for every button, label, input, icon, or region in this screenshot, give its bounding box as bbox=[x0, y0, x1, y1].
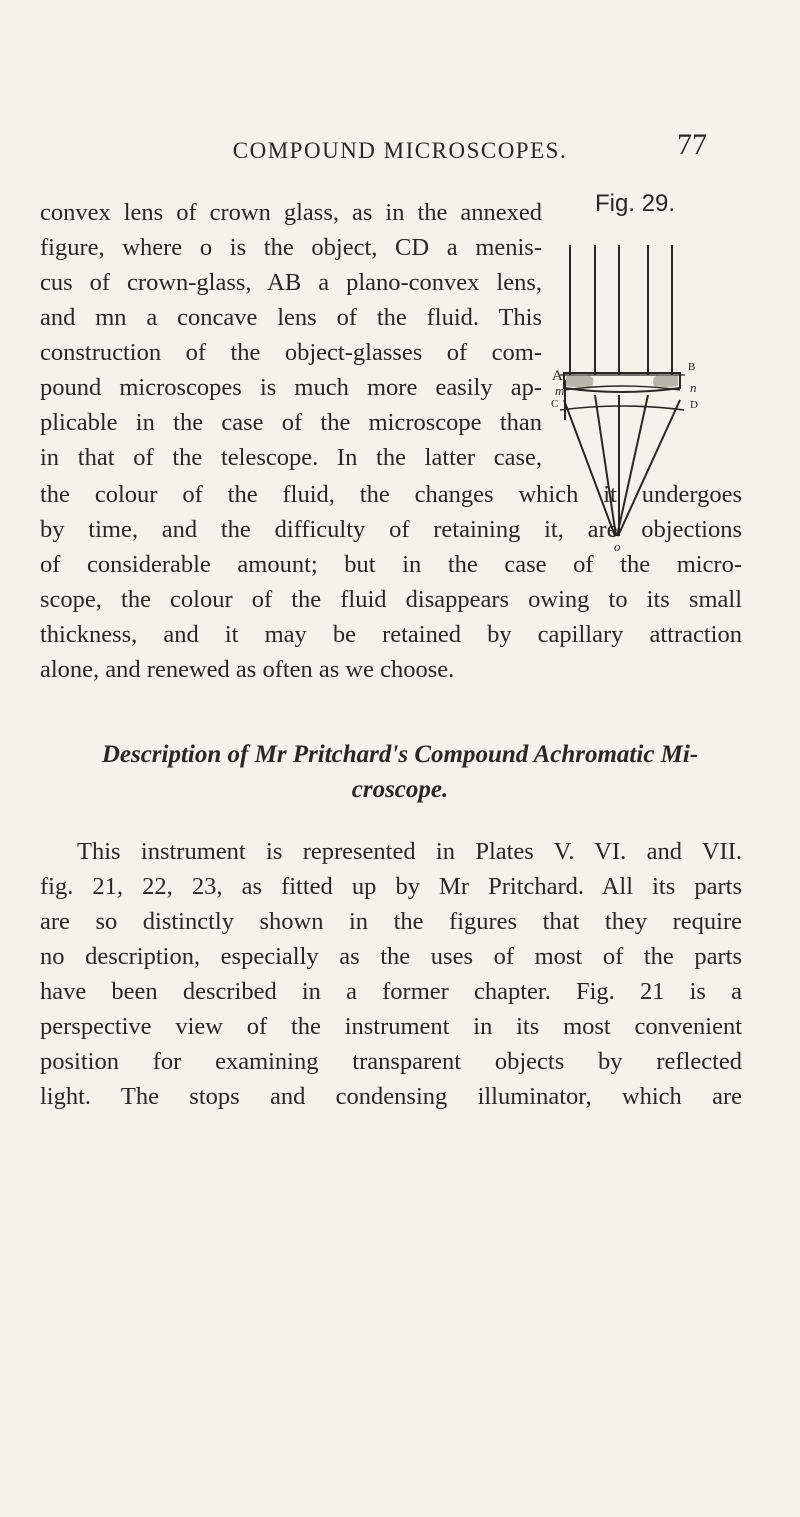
section-heading-continued: croscope. bbox=[351, 776, 449, 803]
running-head: COMPOUND MICROSCOPES. bbox=[232, 138, 568, 163]
text-line: in that of the telescope. In the latter case, bbox=[40, 444, 542, 471]
text-line: have been described in a former chapter. Fig. 21 is a bbox=[40, 978, 742, 1005]
text-line: cus of crown-glass, AB a plano-convex lens, bbox=[40, 269, 542, 296]
text-line: position for examining transparent objects by reflected bbox=[40, 1048, 742, 1075]
text-line: perspective view of the instrument in its most convenient bbox=[40, 1013, 742, 1040]
text-line: figure, where o is the object, CD a menis- bbox=[40, 234, 542, 261]
label-a: A bbox=[552, 368, 563, 384]
text-line: by time, and the difficulty of retaining it, are objections bbox=[40, 516, 742, 543]
label-n: n bbox=[690, 380, 697, 395]
label-d: D bbox=[690, 399, 698, 411]
figure-caption: Fig. 29. bbox=[595, 190, 676, 217]
text-line: construction of the object-glasses of com- bbox=[40, 339, 542, 366]
lens-cd bbox=[560, 406, 684, 410]
label-b: B bbox=[688, 361, 696, 373]
page-number: 77 bbox=[677, 128, 707, 161]
text-line: fig. 21, 22, 23, as fitted up by Mr Pritchard. All its parts bbox=[40, 873, 742, 900]
text-line: the colour of the fluid, the changes which it undergoes bbox=[40, 481, 742, 508]
label-o: o bbox=[614, 539, 621, 554]
text-line: plicable in the case of the microscope than bbox=[40, 409, 542, 436]
text-line: light. The stops and condensing illuminator, which are bbox=[40, 1083, 742, 1110]
text-line: convex lens of crown glass, as in the annexed bbox=[40, 199, 542, 226]
text-line: no description, especially as the uses of most of the parts bbox=[40, 943, 742, 970]
text-line: and mn a concave lens of the fluid. This bbox=[40, 304, 542, 331]
text-line: thickness, and it may be retained by capillary attraction bbox=[40, 621, 742, 648]
text-line: are so distinctly shown in the figures that they require bbox=[40, 908, 742, 935]
text-line: of considerable amount; but in the case of the micro- bbox=[40, 551, 742, 578]
text-line: pound microscopes is much more easily ap- bbox=[40, 374, 542, 401]
text-line: alone, and renewed as often as we choose. bbox=[40, 656, 455, 683]
text-line: This instrument is represented in Plates V. VI. and VII. bbox=[77, 838, 742, 865]
label-m: m bbox=[555, 383, 565, 398]
text-line: scope, the colour of the fluid disappears owing to its small bbox=[40, 586, 742, 613]
label-c: C bbox=[551, 398, 559, 410]
section-heading: Description of Mr Pritchard's Compound Achromatic Mi- bbox=[101, 741, 699, 768]
page-header bbox=[0, 128, 800, 174]
